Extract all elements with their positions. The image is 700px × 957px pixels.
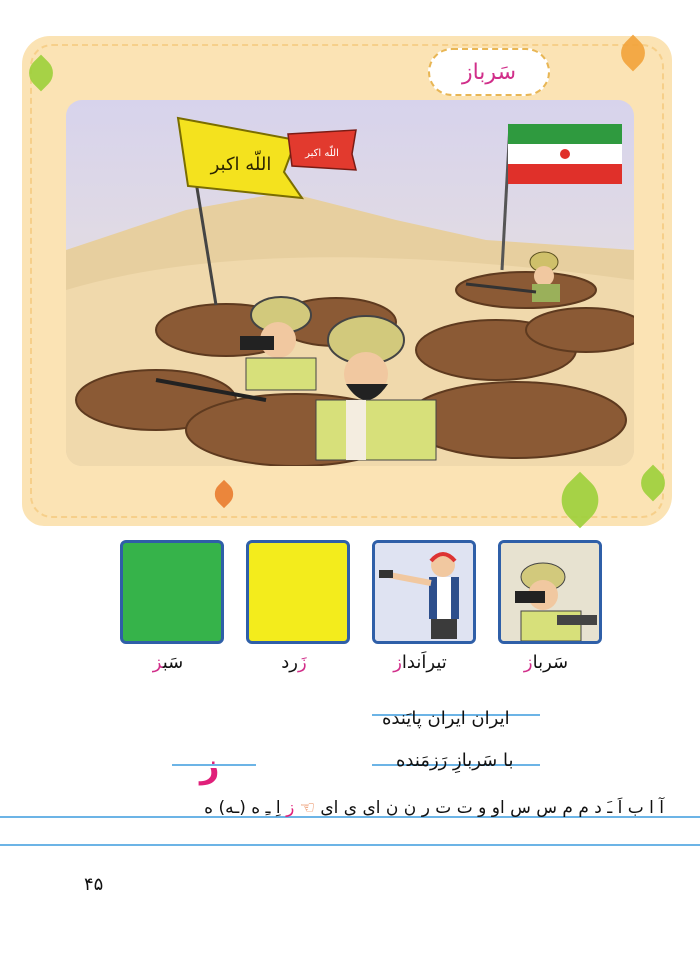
card-label-green: سَبز [152, 652, 184, 673]
card-green-swatch [120, 540, 224, 644]
card-marksman-image [372, 540, 476, 644]
card-label-marksman: تیراَنداز [393, 652, 447, 673]
red-flag-text: اللّه اکبر [305, 148, 339, 159]
soldiers-scene-image [66, 100, 634, 466]
alphabet-strip: آ ا ب اَ ـَ د م م س س او و ت ت ر ن ن ای ی ای ☜ ز اِ ـِ ه (ـه) ه [204, 798, 664, 818]
card-label-yellow: زَرد [281, 652, 307, 673]
practice-line-2: با سَربازِ رَزمَنده [396, 750, 514, 771]
picture-cards [118, 540, 600, 642]
card-label-soldier: سَرباز [523, 652, 569, 673]
card-soldier-image [498, 540, 602, 644]
practice-line-1: ایران ایران پایَنده [382, 708, 510, 729]
page-title: سَرباز [428, 48, 550, 96]
page-number: ۴۵ [84, 874, 104, 895]
yellow-flag-text: اللّه اکبر [210, 154, 272, 175]
card-yellow-swatch [246, 540, 350, 644]
new-letter: ز [200, 746, 220, 786]
pointing-hand-icon: ☜ [299, 798, 315, 818]
alphabet-guide-line [0, 844, 700, 846]
